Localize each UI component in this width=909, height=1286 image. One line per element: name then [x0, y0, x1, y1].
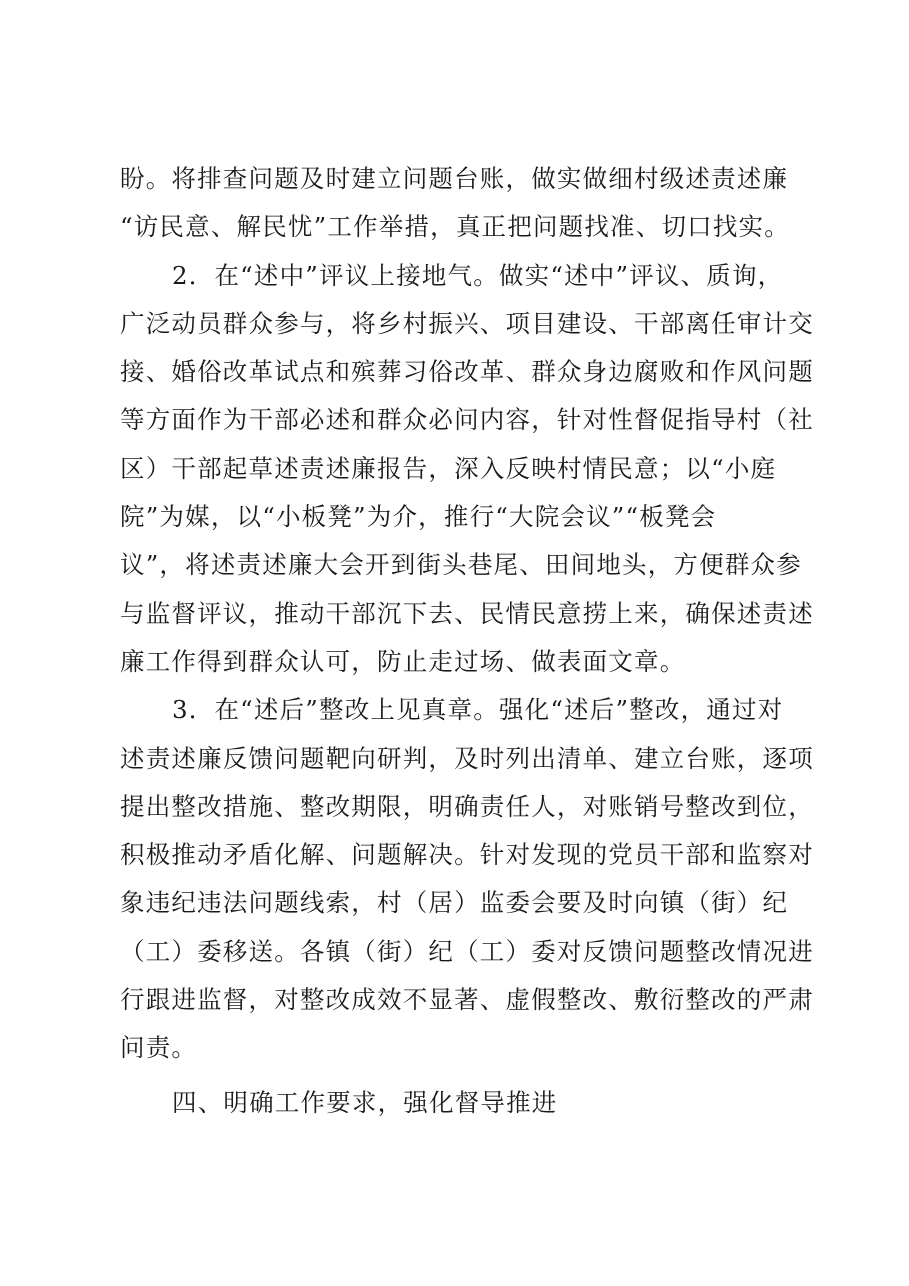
text-line: 议”，将述责述廉大会开到街头巷尾、田间地头，方便群众参	[120, 550, 802, 580]
paragraph-item-3	[120, 686, 814, 1072]
text-line: 盼。将排查问题及时建立问题台账，做实做细村级述责述廉	[120, 164, 789, 193]
text-line: 院”为媒，以“小板凳”为介，推行“大院会议”“板凳会	[120, 502, 717, 532]
paragraph-continuation	[120, 155, 800, 252]
text-line: （工）委移送。各镇（街）纪（工）委对反馈问题整改情况进	[120, 936, 814, 966]
text-line: 等方面作为干部必述和群众必问内容，针对性督促指导村（社	[120, 405, 814, 435]
text-line: 积极推动矛盾化解、问题解决。针对发现的党员干部和监察对	[120, 840, 814, 870]
text-line: 提出整改措施、整改期限，明确责任人，对账销号整改到位，	[120, 791, 814, 821]
text-line: 3．在“述后”整改上见真章。强化“述后”整改，通过对	[172, 695, 784, 725]
document-body	[120, 155, 814, 1127]
text-line: 行跟进监督，对整改成效不显著、虚假整改、敷衍整改的严肃	[120, 985, 814, 1015]
text-line: 述责述廉反馈问题靶向研判，及时列出清单、建立台账，逐项	[120, 743, 814, 773]
text-line: 与监督评议，推动干部沉下去、民情民意捞上来，确保述责述	[120, 598, 814, 628]
text-line: 廉工作得到群众认可，防止走过场、做表面文章。	[120, 646, 686, 676]
paragraph-item-2	[120, 252, 814, 687]
text-line: “访民意、解民忧”工作举措，真正把问题找准、切口找实。	[120, 212, 790, 242]
text-line: 广泛动员群众参与，将乡村振兴、项目建设、干部离任审计交	[120, 308, 814, 338]
text-line: 2．在“述中”评议上接地气。做实“述中”评议、质询，	[172, 260, 784, 290]
text-line: 接、婚俗改革试点和殡葬习俗改革、群众身边腐败和作风问题	[120, 357, 814, 387]
text-line: 象违纪违法问题线索，村（居）监委会要及时向镇（街）纪	[120, 888, 789, 918]
section-heading: 四、明确工作要求，强化督导推进	[172, 1087, 558, 1117]
text-line: 区）干部起草述责述廉报告，深入反映村情民意；以“小庭	[120, 453, 777, 483]
text-line: 问责。	[120, 1033, 198, 1063]
